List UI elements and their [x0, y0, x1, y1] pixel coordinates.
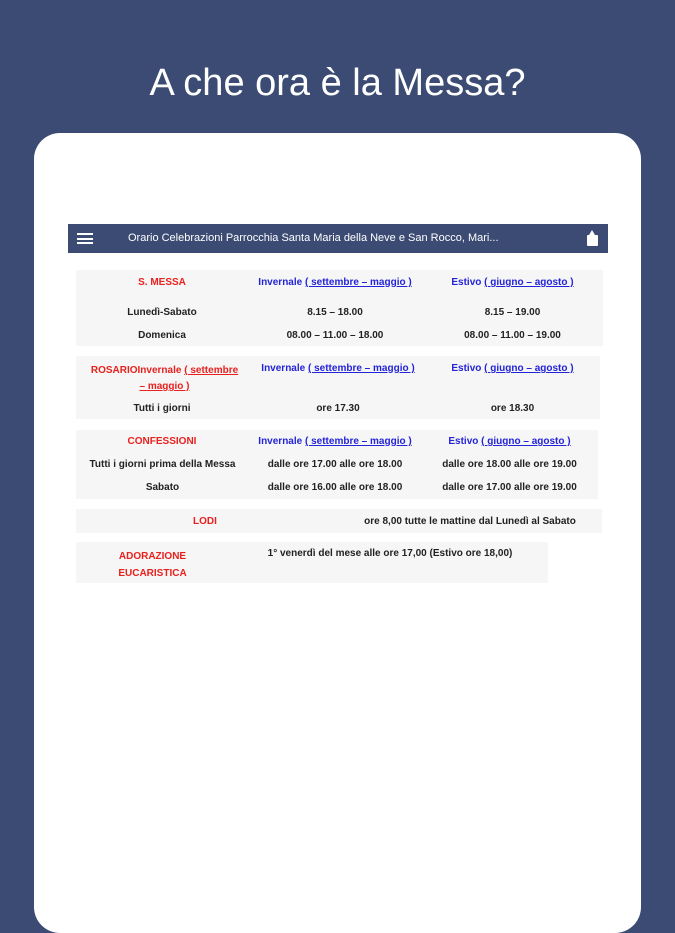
rosario-link[interactable]: – maggio ) — [139, 381, 190, 392]
app-bar — [68, 224, 608, 253]
rosario-est-time: ore 18.30 — [490, 403, 535, 414]
confessioni-title: CONFESSIONI — [127, 436, 197, 447]
confessioni-inv-time: dalle ore 16.00 alle ore 18.00 — [267, 482, 403, 493]
label: ADORAZIONE — [118, 551, 187, 562]
share-icon[interactable] — [587, 230, 598, 246]
invernale-link[interactable]: ( settembre – maggio ) — [305, 436, 412, 447]
label: Invernale — [261, 363, 308, 374]
lodi-text: ore 8,00 tutte le mattine dal Lunedì al Sabato — [364, 516, 576, 527]
messa-inv-time: 8.15 – 18.00 — [307, 307, 363, 318]
confessioni-invernale-header — [245, 436, 425, 447]
rosario-invernale-header — [248, 363, 428, 374]
confessioni-est-time: dalle ore 18.00 alle ore 19.00 — [442, 459, 577, 470]
lodi-title: LODI — [193, 516, 217, 527]
messa-estivo-header — [430, 277, 595, 288]
adorazione-title — [90, 548, 215, 582]
estivo-link[interactable]: ( giugno – agosto ) — [484, 277, 574, 288]
label: Invernale — [258, 277, 305, 288]
label: Invernale — [137, 365, 185, 376]
messa-est-time: 08.00 – 11.00 – 19.00 — [464, 330, 561, 341]
estivo-link[interactable]: ( giugno – agosto ) — [481, 436, 571, 447]
label: ROSARIO — [90, 365, 138, 376]
label: Estivo — [451, 363, 485, 374]
label: Estivo — [451, 277, 485, 288]
confessioni-inv-time: dalle ore 17.00 alle ore 18.00 — [267, 459, 403, 470]
estivo-link[interactable]: ( giugno – agosto ) — [484, 363, 574, 374]
adorazione-text: 1° venerdì del mese alle ore 17,00 (Estivo ore 18,00) — [267, 548, 513, 559]
messa-title: S. MESSA — [138, 277, 186, 288]
confessioni-day: Tutti i giorni prima della Messa — [89, 459, 236, 470]
label: Invernale — [258, 436, 305, 447]
menu-icon[interactable] — [77, 233, 93, 244]
screenshot-card — [34, 133, 641, 933]
confessioni-day: Sabato — [145, 482, 180, 493]
messa-inv-time: 08.00 – 11.00 – 18.00 — [286, 330, 384, 341]
rosario-inv-time: ore 17.30 — [316, 403, 360, 414]
rosario-day: Tutti i giorni — [133, 403, 191, 414]
headline: A che ora è la Messa? — [149, 62, 526, 104]
rosario-link[interactable]: ( settembre — [184, 365, 239, 376]
messa-day: Lunedì-Sabato — [127, 307, 197, 318]
rosario-title — [82, 363, 247, 395]
label: Estivo — [448, 436, 482, 447]
app-title: Orario Celebrazioni Parrocchia Santa Maria della Neve e San Rocco, Mari... — [128, 232, 499, 244]
messa-invernale-header — [245, 277, 425, 288]
rosario-estivo-header — [430, 363, 595, 374]
messa-day: Domenica — [138, 330, 186, 341]
messa-est-time: 8.15 – 19.00 — [484, 307, 541, 318]
invernale-link[interactable]: ( settembre – maggio ) — [305, 277, 412, 288]
label: EUCARISTICA — [118, 568, 187, 579]
confessioni-est-time: dalle ore 17.00 alle ore 19.00 — [442, 482, 577, 493]
invernale-link[interactable]: ( settembre – maggio ) — [308, 363, 415, 374]
confessioni-estivo-header — [427, 436, 592, 447]
